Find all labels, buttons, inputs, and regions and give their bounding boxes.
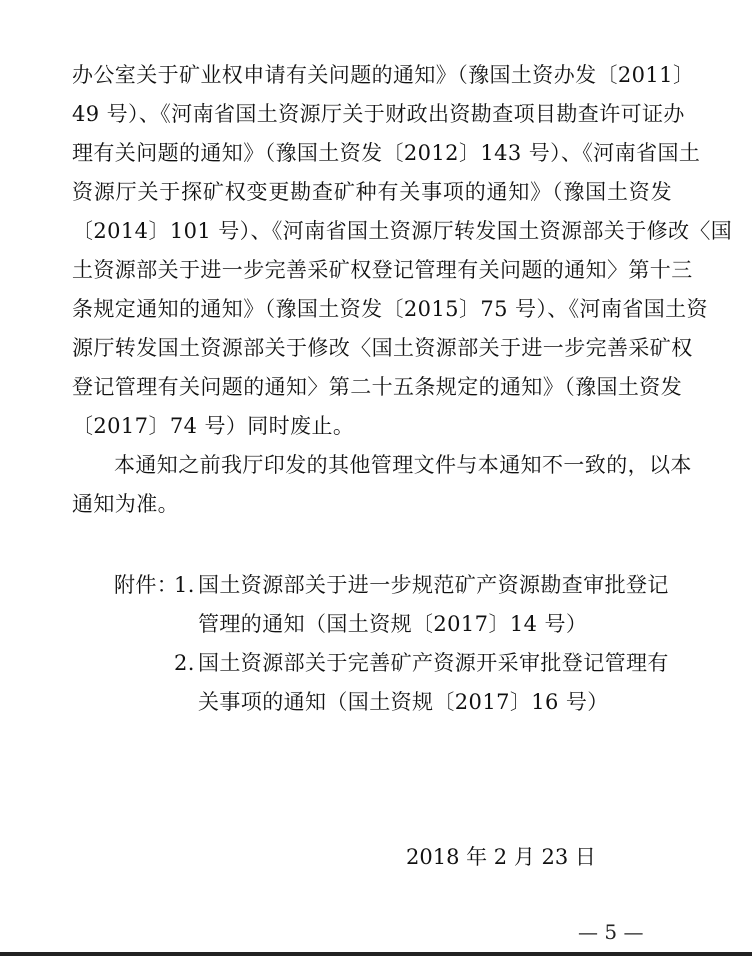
attachment-title-line: 关事项的通知（国土资规〔2017〕16 号） xyxy=(198,690,609,714)
text-line: 资源厅关于探矿权变更勘查矿种有关事项的通知》（豫国土资发 xyxy=(72,180,672,204)
attachment-title-line: 管理的通知（国土资规〔2017〕14 号） xyxy=(198,612,588,636)
text-line: 〔2014〕101 号）、《河南省国土资源厅转发国土资源部关于修改〈国 xyxy=(72,219,733,243)
attachments-label: 附件： xyxy=(114,573,179,597)
text-line: 登记管理有关问题的通知〉第二十五条规定的通知》（豫国土资发 xyxy=(72,375,683,399)
attachment-number: 2. xyxy=(174,651,195,675)
text-line: 理有关问题的通知》（豫国土资发〔2012〕143 号）、《河南省国土 xyxy=(72,141,701,165)
text-line: 源厅转发国土资源部关于修改〈国土资源部关于进一步完善采矿权 xyxy=(72,336,693,360)
attachment-title-line: 国土资源部关于完善矿产资源开采审批登记管理有 xyxy=(198,651,669,675)
document-date: 2018 年 2 月 23 日 xyxy=(406,845,596,869)
text-line: 土资源部关于进一步完善采矿权登记管理有关问题的通知〉第十三 xyxy=(72,258,693,282)
text-line: 本通知之前我厅印发的其他管理文件与本通知不一致的，以本 xyxy=(114,453,692,477)
text-line: 〔2017〕74 号）同时废止。 xyxy=(72,414,355,438)
text-line: 49 号）、《河南省国土资源厅关于财政出资勘查项目勘查许可证办 xyxy=(72,102,685,126)
page-number: — 5 — xyxy=(578,920,644,944)
text-line: 办公室关于矿业权申请有关问题的通知》（豫国土资办发〔2011〕 xyxy=(72,63,695,87)
bottom-border xyxy=(0,952,752,956)
attachment-title-line: 国土资源部关于进一步规范矿产资源勘查审批登记 xyxy=(198,573,669,597)
text-line: 条规定通知的通知》（豫国土资发〔2015〕75 号）、《河南省国土资 xyxy=(72,297,708,321)
attachment-number: 1. xyxy=(174,573,195,597)
text-line: 通知为准。 xyxy=(72,492,179,516)
